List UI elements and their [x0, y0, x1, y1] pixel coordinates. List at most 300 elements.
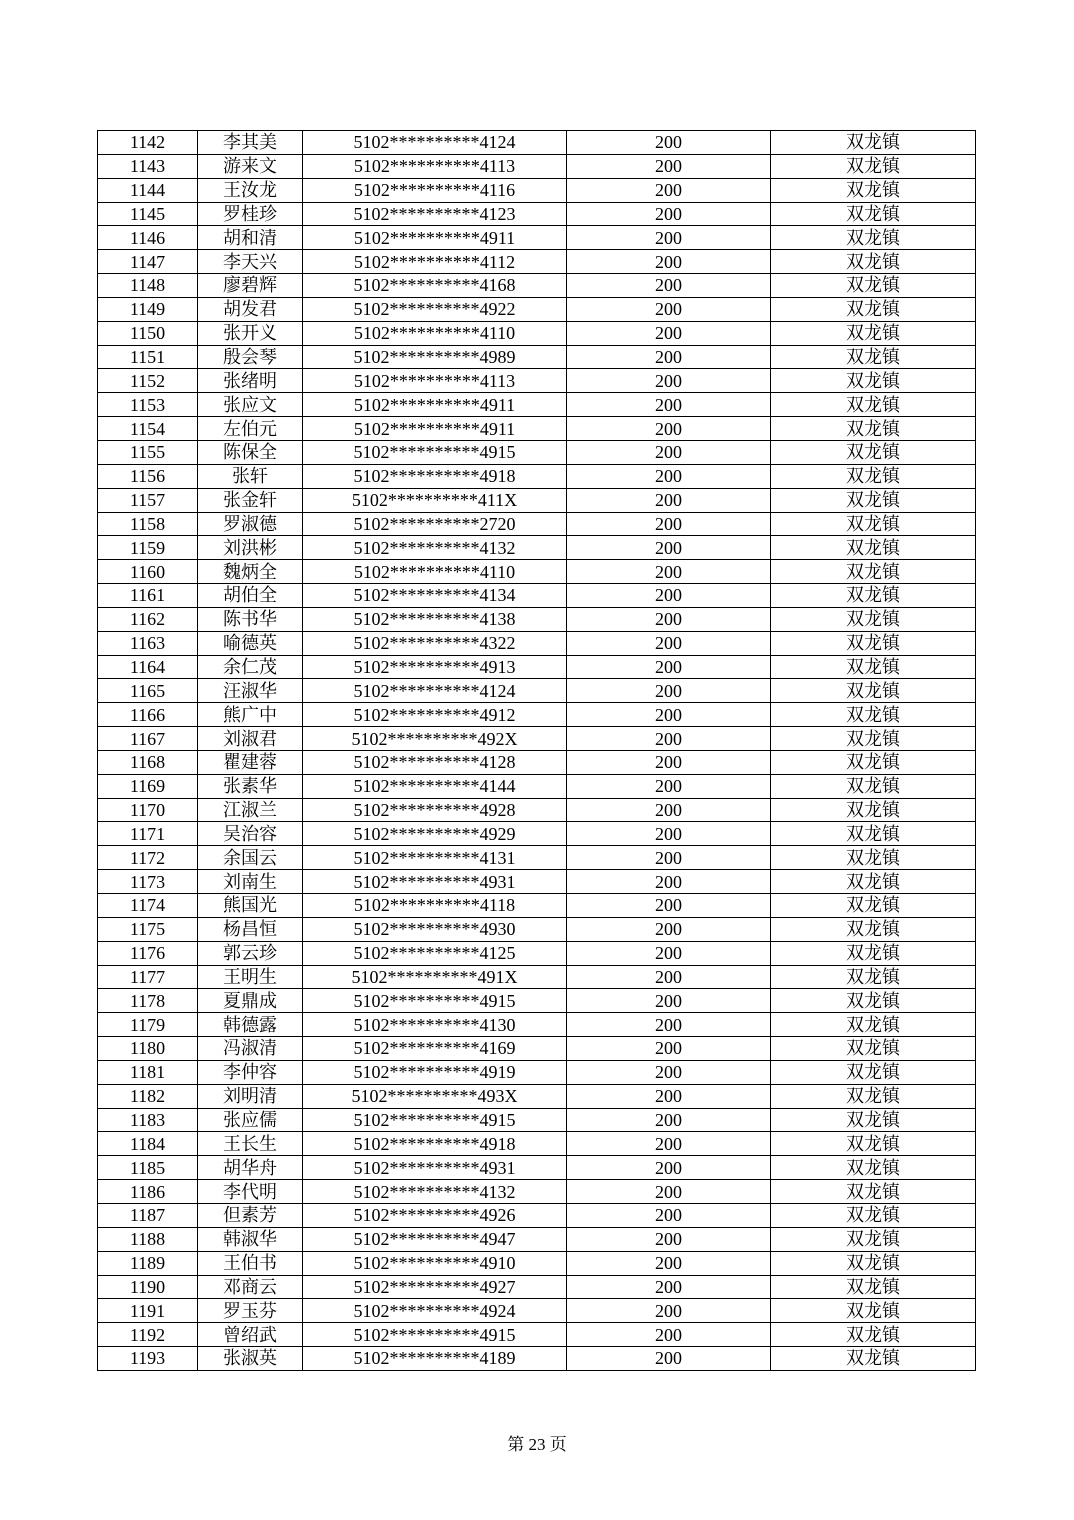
amount-cell: 200 — [567, 1323, 771, 1347]
name-cell: 吴治容 — [198, 822, 303, 846]
id-number-cell: 5102**********4918 — [303, 1132, 567, 1156]
name-cell: 余仁茂 — [198, 655, 303, 679]
row-index-cell: 1184 — [98, 1132, 198, 1156]
name-cell: 李天兴 — [198, 250, 303, 274]
table-row — [98, 917, 976, 941]
name-cell: 张应儒 — [198, 1108, 303, 1132]
town-cell: 双龙镇 — [771, 297, 976, 321]
name-cell: 陈保全 — [198, 440, 303, 464]
amount-cell: 200 — [567, 131, 771, 155]
row-index-cell: 1155 — [98, 440, 198, 464]
row-index-cell: 1143 — [98, 154, 198, 178]
row-index-cell: 1176 — [98, 941, 198, 965]
town-cell: 双龙镇 — [771, 1251, 976, 1275]
id-number-cell: 5102**********4169 — [303, 1037, 567, 1061]
table-row — [98, 1203, 976, 1227]
table-row — [98, 846, 976, 870]
name-cell: 刘南生 — [198, 870, 303, 894]
page-number: 第 23 页 — [507, 1435, 567, 1454]
name-cell: 喻德英 — [198, 631, 303, 655]
id-number-cell: 5102**********4931 — [303, 870, 567, 894]
row-index-cell: 1150 — [98, 321, 198, 345]
town-cell: 双龙镇 — [771, 536, 976, 560]
table-row — [98, 393, 976, 417]
amount-cell: 200 — [567, 250, 771, 274]
amount-cell: 200 — [567, 1037, 771, 1061]
row-index-cell: 1149 — [98, 297, 198, 321]
amount-cell: 200 — [567, 1347, 771, 1371]
town-cell: 双龙镇 — [771, 369, 976, 393]
town-cell: 双龙镇 — [771, 870, 976, 894]
id-number-cell: 5102**********4124 — [303, 679, 567, 703]
name-cell: 熊国光 — [198, 894, 303, 918]
id-number-cell: 5102**********4913 — [303, 655, 567, 679]
name-cell: 汪淑华 — [198, 679, 303, 703]
name-cell: 左伯元 — [198, 417, 303, 441]
table-row — [98, 1060, 976, 1084]
amount-cell: 200 — [567, 941, 771, 965]
table-row — [98, 488, 976, 512]
id-number-cell: 5102**********4123 — [303, 202, 567, 226]
name-cell: 罗淑德 — [198, 512, 303, 536]
town-cell: 双龙镇 — [771, 226, 976, 250]
amount-cell: 200 — [567, 1251, 771, 1275]
town-cell: 双龙镇 — [771, 750, 976, 774]
name-cell: 熊广中 — [198, 703, 303, 727]
name-cell: 张开义 — [198, 321, 303, 345]
row-index-cell: 1181 — [98, 1060, 198, 1084]
id-number-cell: 5102**********4138 — [303, 607, 567, 631]
amount-cell: 200 — [567, 488, 771, 512]
id-number-cell: 5102**********4915 — [303, 440, 567, 464]
row-index-cell: 1189 — [98, 1251, 198, 1275]
row-index-cell: 1142 — [98, 131, 198, 155]
row-index-cell: 1179 — [98, 1013, 198, 1037]
name-cell: 魏炳全 — [198, 560, 303, 584]
table-row — [98, 584, 976, 608]
town-cell: 双龙镇 — [771, 154, 976, 178]
id-number-cell: 5102**********4116 — [303, 178, 567, 202]
table-row — [98, 655, 976, 679]
town-cell: 双龙镇 — [771, 1084, 976, 1108]
name-cell: 瞿建蓉 — [198, 750, 303, 774]
amount-cell: 200 — [567, 226, 771, 250]
name-cell: 刘洪彬 — [198, 536, 303, 560]
table-row — [98, 1156, 976, 1180]
id-number-cell: 5102**********4910 — [303, 1251, 567, 1275]
amount-cell: 200 — [567, 512, 771, 536]
id-number-cell: 5102**********4144 — [303, 774, 567, 798]
row-index-cell: 1177 — [98, 965, 198, 989]
id-number-cell: 5102**********4131 — [303, 846, 567, 870]
name-cell: 江淑兰 — [198, 798, 303, 822]
name-cell: 王长生 — [198, 1132, 303, 1156]
id-number-cell: 5102**********4118 — [303, 894, 567, 918]
name-cell: 罗玉芬 — [198, 1299, 303, 1323]
row-index-cell: 1161 — [98, 584, 198, 608]
id-number-cell: 5102**********4911 — [303, 393, 567, 417]
row-index-cell: 1148 — [98, 274, 198, 298]
id-number-cell: 5102**********4924 — [303, 1299, 567, 1323]
row-index-cell: 1166 — [98, 703, 198, 727]
table-row — [98, 321, 976, 345]
row-index-cell: 1169 — [98, 774, 198, 798]
name-cell: 王汝龙 — [198, 178, 303, 202]
row-index-cell: 1157 — [98, 488, 198, 512]
name-cell: 李仲容 — [198, 1060, 303, 1084]
table-row — [98, 774, 976, 798]
table-row — [98, 1347, 976, 1371]
row-index-cell: 1146 — [98, 226, 198, 250]
name-cell: 胡发君 — [198, 297, 303, 321]
table-row — [98, 1299, 976, 1323]
table-row — [98, 607, 976, 631]
amount-cell: 200 — [567, 178, 771, 202]
amount-cell: 200 — [567, 321, 771, 345]
town-cell: 双龙镇 — [771, 1203, 976, 1227]
id-number-cell: 5102**********4128 — [303, 750, 567, 774]
table-row — [98, 1275, 976, 1299]
town-cell: 双龙镇 — [771, 727, 976, 751]
name-cell: 李其美 — [198, 131, 303, 155]
town-cell: 双龙镇 — [771, 584, 976, 608]
id-number-cell: 5102**********4928 — [303, 798, 567, 822]
name-cell: 刘淑君 — [198, 727, 303, 751]
table-row — [98, 965, 976, 989]
table-row — [98, 750, 976, 774]
id-number-cell: 5102**********4113 — [303, 369, 567, 393]
id-number-cell: 5102**********4947 — [303, 1227, 567, 1251]
town-cell: 双龙镇 — [771, 917, 976, 941]
amount-cell: 200 — [567, 274, 771, 298]
amount-cell: 200 — [567, 1132, 771, 1156]
id-number-cell: 5102**********4922 — [303, 297, 567, 321]
amount-cell: 200 — [567, 1084, 771, 1108]
table-row — [98, 369, 976, 393]
row-index-cell: 1164 — [98, 655, 198, 679]
amount-cell: 200 — [567, 965, 771, 989]
amount-cell: 200 — [567, 584, 771, 608]
row-index-cell: 1154 — [98, 417, 198, 441]
amount-cell: 200 — [567, 1180, 771, 1204]
table-row — [98, 226, 976, 250]
town-cell: 双龙镇 — [771, 202, 976, 226]
row-index-cell: 1183 — [98, 1108, 198, 1132]
table-row — [98, 798, 976, 822]
amount-cell: 200 — [567, 798, 771, 822]
table-row — [98, 512, 976, 536]
table-row — [98, 464, 976, 488]
id-number-cell: 5102**********4926 — [303, 1203, 567, 1227]
amount-cell: 200 — [567, 727, 771, 751]
row-index-cell: 1185 — [98, 1156, 198, 1180]
amount-cell: 200 — [567, 750, 771, 774]
name-cell: 胡华舟 — [198, 1156, 303, 1180]
row-index-cell: 1160 — [98, 560, 198, 584]
table-row — [98, 870, 976, 894]
row-index-cell: 1167 — [98, 727, 198, 751]
name-cell: 李代明 — [198, 1180, 303, 1204]
amount-cell: 200 — [567, 369, 771, 393]
id-number-cell: 5102**********4915 — [303, 1323, 567, 1347]
row-index-cell: 1153 — [98, 393, 198, 417]
town-cell: 双龙镇 — [771, 631, 976, 655]
row-index-cell: 1192 — [98, 1323, 198, 1347]
id-number-cell: 5102**********4912 — [303, 703, 567, 727]
id-number-cell: 5102**********4112 — [303, 250, 567, 274]
row-index-cell: 1170 — [98, 798, 198, 822]
name-cell: 游来文 — [198, 154, 303, 178]
id-number-cell: 5102**********4927 — [303, 1275, 567, 1299]
amount-cell: 200 — [567, 297, 771, 321]
town-cell: 双龙镇 — [771, 321, 976, 345]
id-number-cell: 5102**********4130 — [303, 1013, 567, 1037]
town-cell: 双龙镇 — [771, 1037, 976, 1061]
table-row — [98, 154, 976, 178]
amount-cell: 200 — [567, 1013, 771, 1037]
row-index-cell: 1188 — [98, 1227, 198, 1251]
town-cell: 双龙镇 — [771, 440, 976, 464]
table-row — [98, 250, 976, 274]
row-index-cell: 1187 — [98, 1203, 198, 1227]
row-index-cell: 1156 — [98, 464, 198, 488]
amount-cell: 200 — [567, 655, 771, 679]
town-cell: 双龙镇 — [771, 131, 976, 155]
name-cell: 余国云 — [198, 846, 303, 870]
town-cell: 双龙镇 — [771, 1180, 976, 1204]
name-cell: 廖碧辉 — [198, 274, 303, 298]
name-cell: 罗桂珍 — [198, 202, 303, 226]
data-table — [97, 130, 976, 1371]
town-cell: 双龙镇 — [771, 1323, 976, 1347]
amount-cell: 200 — [567, 894, 771, 918]
id-number-cell: 5102**********4132 — [303, 536, 567, 560]
name-cell: 殷会琴 — [198, 345, 303, 369]
table-row — [98, 1323, 976, 1347]
amount-cell: 200 — [567, 154, 771, 178]
row-index-cell: 1182 — [98, 1084, 198, 1108]
row-index-cell: 1159 — [98, 536, 198, 560]
id-number-cell: 5102**********4168 — [303, 274, 567, 298]
id-number-cell: 5102**********4989 — [303, 345, 567, 369]
town-cell: 双龙镇 — [771, 607, 976, 631]
amount-cell: 200 — [567, 1108, 771, 1132]
table-row — [98, 202, 976, 226]
table-row — [98, 631, 976, 655]
name-cell: 王伯书 — [198, 1251, 303, 1275]
row-index-cell: 1147 — [98, 250, 198, 274]
town-cell: 双龙镇 — [771, 941, 976, 965]
id-number-cell: 5102**********491X — [303, 965, 567, 989]
name-cell: 杨昌恒 — [198, 917, 303, 941]
id-number-cell: 5102**********4911 — [303, 226, 567, 250]
amount-cell: 200 — [567, 417, 771, 441]
name-cell: 郭云珍 — [198, 941, 303, 965]
id-number-cell: 5102**********4110 — [303, 560, 567, 584]
amount-cell: 200 — [567, 202, 771, 226]
row-index-cell: 1158 — [98, 512, 198, 536]
id-number-cell: 5102**********4930 — [303, 917, 567, 941]
id-number-cell: 5102**********4134 — [303, 584, 567, 608]
amount-cell: 200 — [567, 464, 771, 488]
town-cell: 双龙镇 — [771, 1108, 976, 1132]
id-number-cell: 5102**********492X — [303, 727, 567, 751]
amount-cell: 200 — [567, 560, 771, 584]
town-cell: 双龙镇 — [771, 798, 976, 822]
town-cell: 双龙镇 — [771, 1275, 976, 1299]
id-number-cell: 5102**********4919 — [303, 1060, 567, 1084]
id-number-cell: 5102**********4929 — [303, 822, 567, 846]
amount-cell: 200 — [567, 1275, 771, 1299]
table-row — [98, 345, 976, 369]
town-cell: 双龙镇 — [771, 1013, 976, 1037]
table-row — [98, 894, 976, 918]
town-cell: 双龙镇 — [771, 250, 976, 274]
town-cell: 双龙镇 — [771, 345, 976, 369]
amount-cell: 200 — [567, 536, 771, 560]
id-number-cell: 5102**********4918 — [303, 464, 567, 488]
row-index-cell: 1173 — [98, 870, 198, 894]
town-cell: 双龙镇 — [771, 1060, 976, 1084]
id-number-cell: 5102**********4113 — [303, 154, 567, 178]
row-index-cell: 1186 — [98, 1180, 198, 1204]
amount-cell: 200 — [567, 822, 771, 846]
row-index-cell: 1162 — [98, 607, 198, 631]
table-row — [98, 1227, 976, 1251]
amount-cell: 200 — [567, 345, 771, 369]
table-row — [98, 1132, 976, 1156]
amount-cell: 200 — [567, 917, 771, 941]
name-cell: 陈书华 — [198, 607, 303, 631]
table-row — [98, 1084, 976, 1108]
table-row — [98, 941, 976, 965]
name-cell: 冯淑清 — [198, 1037, 303, 1061]
amount-cell: 200 — [567, 631, 771, 655]
name-cell: 曾绍武 — [198, 1323, 303, 1347]
row-index-cell: 1163 — [98, 631, 198, 655]
amount-cell: 200 — [567, 1156, 771, 1180]
row-index-cell: 1168 — [98, 750, 198, 774]
name-cell: 韩德露 — [198, 1013, 303, 1037]
table-row — [98, 727, 976, 751]
table-row — [98, 297, 976, 321]
row-index-cell: 1145 — [98, 202, 198, 226]
town-cell: 双龙镇 — [771, 488, 976, 512]
table-row — [98, 822, 976, 846]
amount-cell: 200 — [567, 1203, 771, 1227]
town-cell: 双龙镇 — [771, 989, 976, 1013]
id-number-cell: 5102**********4132 — [303, 1180, 567, 1204]
town-cell: 双龙镇 — [771, 464, 976, 488]
row-index-cell: 1190 — [98, 1275, 198, 1299]
row-index-cell: 1174 — [98, 894, 198, 918]
town-cell: 双龙镇 — [771, 965, 976, 989]
id-number-cell: 5102**********4915 — [303, 989, 567, 1013]
row-index-cell: 1175 — [98, 917, 198, 941]
row-index-cell: 1193 — [98, 1347, 198, 1371]
name-cell: 张应文 — [198, 393, 303, 417]
town-cell: 双龙镇 — [771, 703, 976, 727]
table-row — [98, 1108, 976, 1132]
town-cell: 双龙镇 — [771, 1347, 976, 1371]
amount-cell: 200 — [567, 870, 771, 894]
name-cell: 张绪明 — [198, 369, 303, 393]
amount-cell: 200 — [567, 679, 771, 703]
id-number-cell: 5102**********4915 — [303, 1108, 567, 1132]
name-cell: 邓商云 — [198, 1275, 303, 1299]
name-cell: 张金轩 — [198, 488, 303, 512]
town-cell: 双龙镇 — [771, 1132, 976, 1156]
name-cell: 但素芳 — [198, 1203, 303, 1227]
town-cell: 双龙镇 — [771, 846, 976, 870]
town-cell: 双龙镇 — [771, 1156, 976, 1180]
name-cell: 韩淑华 — [198, 1227, 303, 1251]
town-cell: 双龙镇 — [771, 274, 976, 298]
id-number-cell: 5102**********4931 — [303, 1156, 567, 1180]
town-cell: 双龙镇 — [771, 894, 976, 918]
table-row — [98, 989, 976, 1013]
row-index-cell: 1191 — [98, 1299, 198, 1323]
id-number-cell: 5102**********493X — [303, 1084, 567, 1108]
name-cell: 王明生 — [198, 965, 303, 989]
id-number-cell: 5102**********4124 — [303, 131, 567, 155]
table-row — [98, 1013, 976, 1037]
row-index-cell: 1144 — [98, 178, 198, 202]
row-index-cell: 1165 — [98, 679, 198, 703]
amount-cell: 200 — [567, 393, 771, 417]
amount-cell: 200 — [567, 1227, 771, 1251]
row-index-cell: 1171 — [98, 822, 198, 846]
town-cell: 双龙镇 — [771, 655, 976, 679]
table-row — [98, 679, 976, 703]
id-number-cell: 5102**********4322 — [303, 631, 567, 655]
town-cell: 双龙镇 — [771, 774, 976, 798]
row-index-cell: 1180 — [98, 1037, 198, 1061]
row-index-cell: 1172 — [98, 846, 198, 870]
amount-cell: 200 — [567, 774, 771, 798]
row-index-cell: 1178 — [98, 989, 198, 1013]
name-cell: 胡和清 — [198, 226, 303, 250]
id-number-cell: 5102**********4189 — [303, 1347, 567, 1371]
town-cell: 双龙镇 — [771, 393, 976, 417]
table-row — [98, 417, 976, 441]
amount-cell: 200 — [567, 440, 771, 464]
table-row — [98, 536, 976, 560]
table-row — [98, 560, 976, 584]
table-row — [98, 1251, 976, 1275]
town-cell: 双龙镇 — [771, 417, 976, 441]
table-row — [98, 1037, 976, 1061]
name-cell: 夏鼎成 — [198, 989, 303, 1013]
amount-cell: 200 — [567, 703, 771, 727]
town-cell: 双龙镇 — [771, 679, 976, 703]
amount-cell: 200 — [567, 846, 771, 870]
table-row — [98, 274, 976, 298]
name-cell: 张轩 — [198, 464, 303, 488]
table-row — [98, 178, 976, 202]
id-number-cell: 5102**********2720 — [303, 512, 567, 536]
name-cell: 张淑英 — [198, 1347, 303, 1371]
amount-cell: 200 — [567, 1060, 771, 1084]
id-number-cell: 5102**********4110 — [303, 321, 567, 345]
name-cell: 胡伯全 — [198, 584, 303, 608]
name-cell: 刘明清 — [198, 1084, 303, 1108]
table-row — [98, 440, 976, 464]
town-cell: 双龙镇 — [771, 512, 976, 536]
table-row — [98, 703, 976, 727]
amount-cell: 200 — [567, 989, 771, 1013]
town-cell: 双龙镇 — [771, 1299, 976, 1323]
